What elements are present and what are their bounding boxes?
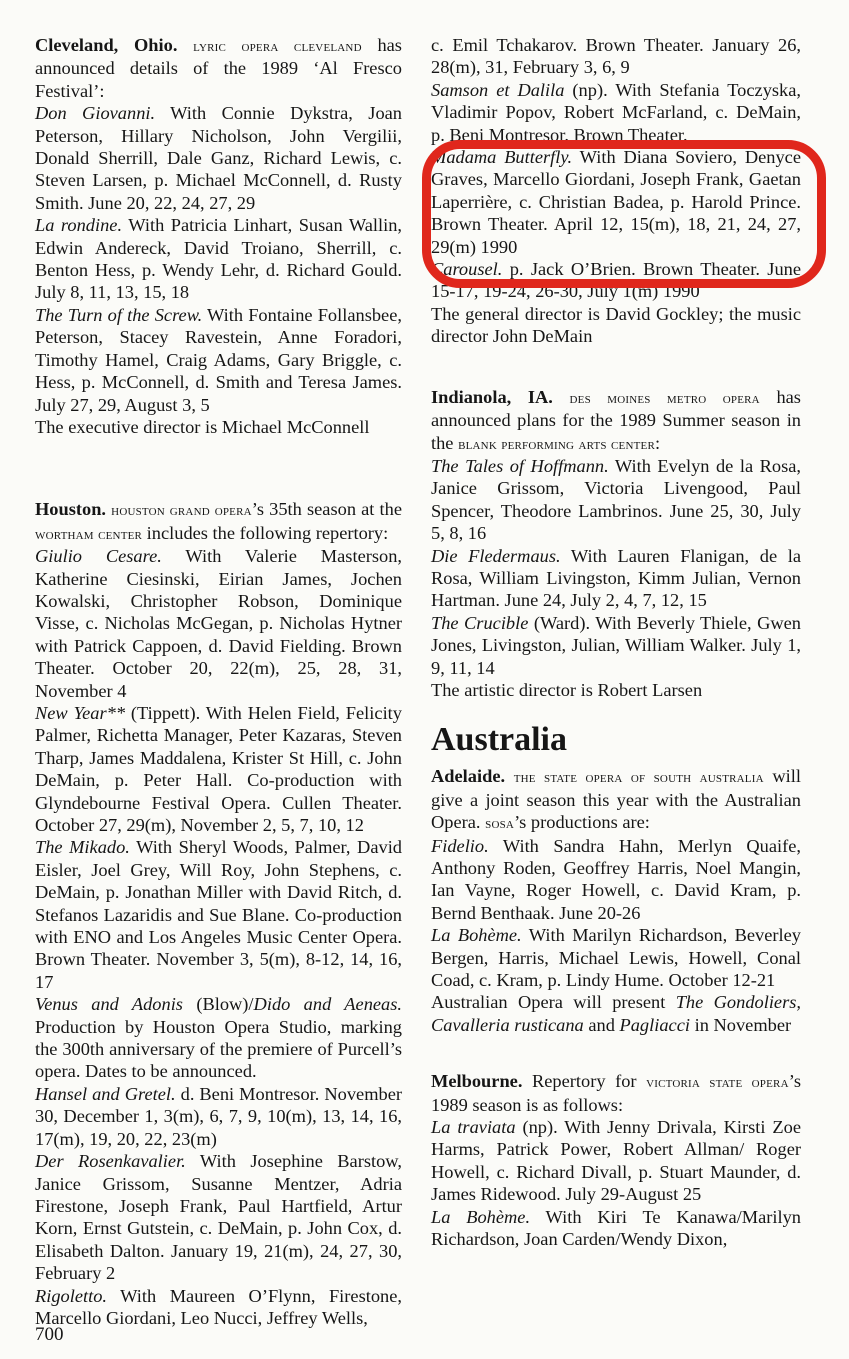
company-name: des moines metro opera: [569, 387, 760, 407]
footer-note: in November: [689, 1014, 792, 1035]
production-details: (Blow)/: [182, 994, 254, 1015]
production-title: Hansel and Gretel.: [35, 1083, 176, 1104]
adelaide-entry: [431, 765, 801, 1036]
director-note: The general director is David Gockley; the music director John DeMain: [431, 303, 801, 347]
production-details: With Lauren Flanigan, de la Rosa, William Livingston, Kimm Julian, Vernon Hartman. June 24, July 2, 4, 7, 12, 15: [431, 545, 801, 611]
intro-text: has announced plans for the 1989 Summer season in the: [431, 386, 801, 453]
production-details: d. Beni Montresor. November 30, December 1, 3(m), 6, 7, 9, 10(m), 13, 14, 16, 17(m), 19, 20, 22, 23(m): [35, 1083, 402, 1149]
indianola-entry: [431, 386, 801, 702]
intro-text: :: [655, 432, 661, 453]
production-title: Madama Butterfly.: [431, 147, 573, 168]
production-details: With Sandra Hahn, Merlyn Quaife, Anthony Roden, Geoffrey Harris, Noel Mangin, Ian Vayne, Roger Howell, c. David Kram, p. Bernd Benthaak. June 20-26: [431, 835, 801, 923]
houston-continued: [431, 34, 801, 348]
melbourne-entry: [431, 1070, 801, 1250]
production-details: With Marilyn Richardson, Beverley Bergen, Harris, Michael Lewis, Howell, Conal Coad, c. Kram, p. Lindy Hume. October 12-21: [431, 925, 801, 991]
spacer: [431, 1036, 801, 1070]
page-number: 700: [35, 1324, 64, 1345]
production-title: Fidelio.: [431, 835, 489, 856]
left-column: [35, 34, 402, 1329]
production-details: With Patricia Linhart, Susan Wallin, Edwin Andereck, David Troiano, Sherrill, c. Benton Hess, p. Wendy Lehr, d. Richard Gould. July 8, 11, 13, 15, 18: [35, 215, 402, 303]
production-title: La traviata: [431, 1117, 516, 1138]
production-title: Don Giovanni.: [35, 103, 156, 124]
production-details: (np). With Stefania Toczyska, Vladimir Popov, Robert McFarland, c. DeMain, p. Beni Montresor. Brown Theater.: [431, 79, 802, 145]
production-title: The Turn of the Screw.: [35, 304, 203, 325]
production-title: Venus and Adonis: [35, 994, 183, 1015]
city-heading: Indianola, IA.: [431, 386, 553, 407]
footer-title: The Gondoliers, Cavalleria rusticana: [431, 992, 802, 1035]
intro-text: ’s productions are:: [514, 812, 650, 833]
company-name: houston grand opera: [111, 500, 252, 520]
production-details: With Diana Soviero, Denyce Graves, Marcello Giordani, Joseph Frank, Gaetan Laperrière, c. Christian Badea, p. Harold Prince. Brown Theater. April 12, 15(m), 18, 21, 24, 27, 29(m) 1990: [431, 147, 801, 257]
production-details: With Evelyn de la Rosa, Janice Grissom, Victoria Livengood, Paul Spencer, Theodore Lambrinos. June 25, 30, July 5, 8, 16: [431, 455, 801, 544]
city-heading: Melbourne.: [431, 1071, 523, 1092]
production-title: Carousel.: [431, 259, 503, 280]
production-title: The Crucible: [431, 612, 529, 633]
production-details: c. Emil Tchakarov. Brown Theater. January 26, 28(m), 31, February 3, 6, 9: [431, 35, 801, 78]
right-column: [431, 34, 801, 1251]
intro-text: Repertory for: [522, 1071, 647, 1092]
cleveland-entry: [35, 34, 402, 438]
intro-text: ’s 1989 season is as follows:: [431, 1071, 801, 1115]
production-details: With Sheryl Woods, Palmer, David Eisler, Joel Grey, Will Roy, John Stephens, c. DeMain, p. Jonathan Miller with David Ritch, d. Stefanos Lazaridis and Sue Blane. Co-production with ENO and Los Angeles Music Center Opera. Brown Theater. November 3, 5(m), 8-12, 14, 16, 17: [35, 837, 402, 992]
spacer: [431, 348, 801, 386]
director-note: The artistic director is Robert Larsen: [431, 679, 703, 700]
company-name: lyric opera cleveland: [193, 36, 362, 55]
houston-entry: [35, 498, 402, 1329]
production-details: (Ward). With Beverly Thiele, Gwen Jones, Livingston, Julian, William Walker. July 1, 9, 11, 14: [431, 612, 801, 678]
production-title: La rondine.: [35, 215, 123, 236]
production-title: Rigoletto.: [35, 1285, 108, 1306]
intro-text: ’s 35th season at the: [251, 499, 403, 520]
company-name: the state opera of south australia: [513, 767, 764, 787]
intro-text: has announced details of the 1989 ‘Al Fresco Festival’:: [35, 35, 402, 101]
region-heading: Australia: [431, 721, 567, 759]
production-title: La Bohème.: [431, 1206, 531, 1227]
production-details: With Connie Dykstra, Joan Peterson, Hillary Nicholson, John Vergilii, Donald Sherrill, Dale Ganz, Richard Lewis, c. Steven Larsen, p. Michael McConnell, d. Rusty Smith. June 20, 22, 24, 27, 29: [35, 103, 402, 213]
spacer: [35, 438, 402, 498]
production-title: The Tales of Hoffmann.: [431, 455, 609, 476]
intro-text: will give a joint season this year with the Australian Opera.: [431, 766, 801, 833]
footer-note: and: [583, 1014, 620, 1035]
intro-text: includes the following repertory:: [142, 522, 389, 543]
production-details: With Josephine Barstow, Janice Grissom, Susanne Mentzer, Adria Firestone, Joseph Frank, Paul Hartfield, Artur Korn, Ernst Gutstein, c. DeMain, p. John Cox, d. Elisabeth Dalton. January 19, 21(m), 24, 27, 30, February 2: [35, 1151, 402, 1284]
production-title: Dido and Aeneas.: [253, 994, 402, 1015]
city-heading: Houston.: [35, 499, 107, 520]
director-note: The executive director is Michael McConnell: [35, 416, 370, 437]
venue-name: blank performing arts center: [458, 433, 655, 453]
footer-title: Pagliacci: [619, 1014, 690, 1035]
production-title: La Bohème.: [431, 925, 522, 946]
footer-note: Australian Opera will present: [431, 992, 676, 1013]
city-heading: Adelaide.: [431, 766, 506, 787]
company-name: victoria state opera: [646, 1072, 789, 1092]
production-title: The Mikado.: [35, 837, 130, 858]
venue-name: wortham center: [35, 523, 143, 543]
production-details: With Valerie Masterson, Katherine Ciesinski, Eirian James, Jochen Kowalski, Christopher Robson, Dominique Visse, c. Nicholas McGegan, p. Nicholas Hytner with Patrick Cappoen, d. David Fielding. Brown Theater. October 20, 22(m), 25, 28, 31, November 4: [35, 546, 403, 701]
city-heading: Cleveland, Ohio.: [35, 35, 178, 55]
production-details: (np). With Jenny Drivala, Kirsti Zoe Harms, Patrick Power, Robert Allman/ Roger Howell, c. Richard Divall, p. Stuart Maunder, d. James Ridewood. July 29-August 25: [431, 1117, 801, 1205]
production-details: With Kiri Te Kanawa/Marilyn Richardson, Joan Carden/Wendy Dixon,: [431, 1206, 801, 1250]
production-title: Samson et Dalila: [431, 79, 565, 100]
production-details: (Tippett). With Helen Field, Felicity Palmer, Richetta Manager, Peter Kazaras, Steven Tharp, James Maddalena, Krister St Hill, c. John DeMain, p. Peter Hall. Co-production with Glyndebourne Festival Opera. Cullen Theater. October 27, 29(m), November 2, 5, 7, 10, 12: [35, 702, 402, 835]
production-details: p. Jack O’Brien. Brown Theater. June 15-17, 19-24, 26-30, July 1(m) 1990: [431, 259, 801, 302]
production-title: Der Rosenkavalier.: [35, 1151, 186, 1172]
production-details: With Maureen O’Flynn, Firestone, Marcello Giordani, Leo Nucci, Jeffrey Wells,: [35, 1285, 402, 1328]
production-details: Production by Houston Opera Studio, marking the 300th anniversary of the premiere of Purcell’s opera. Dates to be announced.: [35, 1016, 402, 1082]
production-details: With Fontaine Follansbee, Peterson, Stacey Ravestein, Anne Foradori, Timothy Hamel, Craig Adams, Gary Briggle, c. Hess, p. McConnell, d. Smith and Teresa James. July 27, 29, August 3, 5: [35, 304, 402, 415]
production-title: New Year**: [35, 702, 126, 723]
production-title: Giulio Cesare.: [35, 546, 162, 567]
company-abbr: sosa: [485, 813, 515, 833]
production-title: Die Fledermaus.: [431, 545, 561, 566]
